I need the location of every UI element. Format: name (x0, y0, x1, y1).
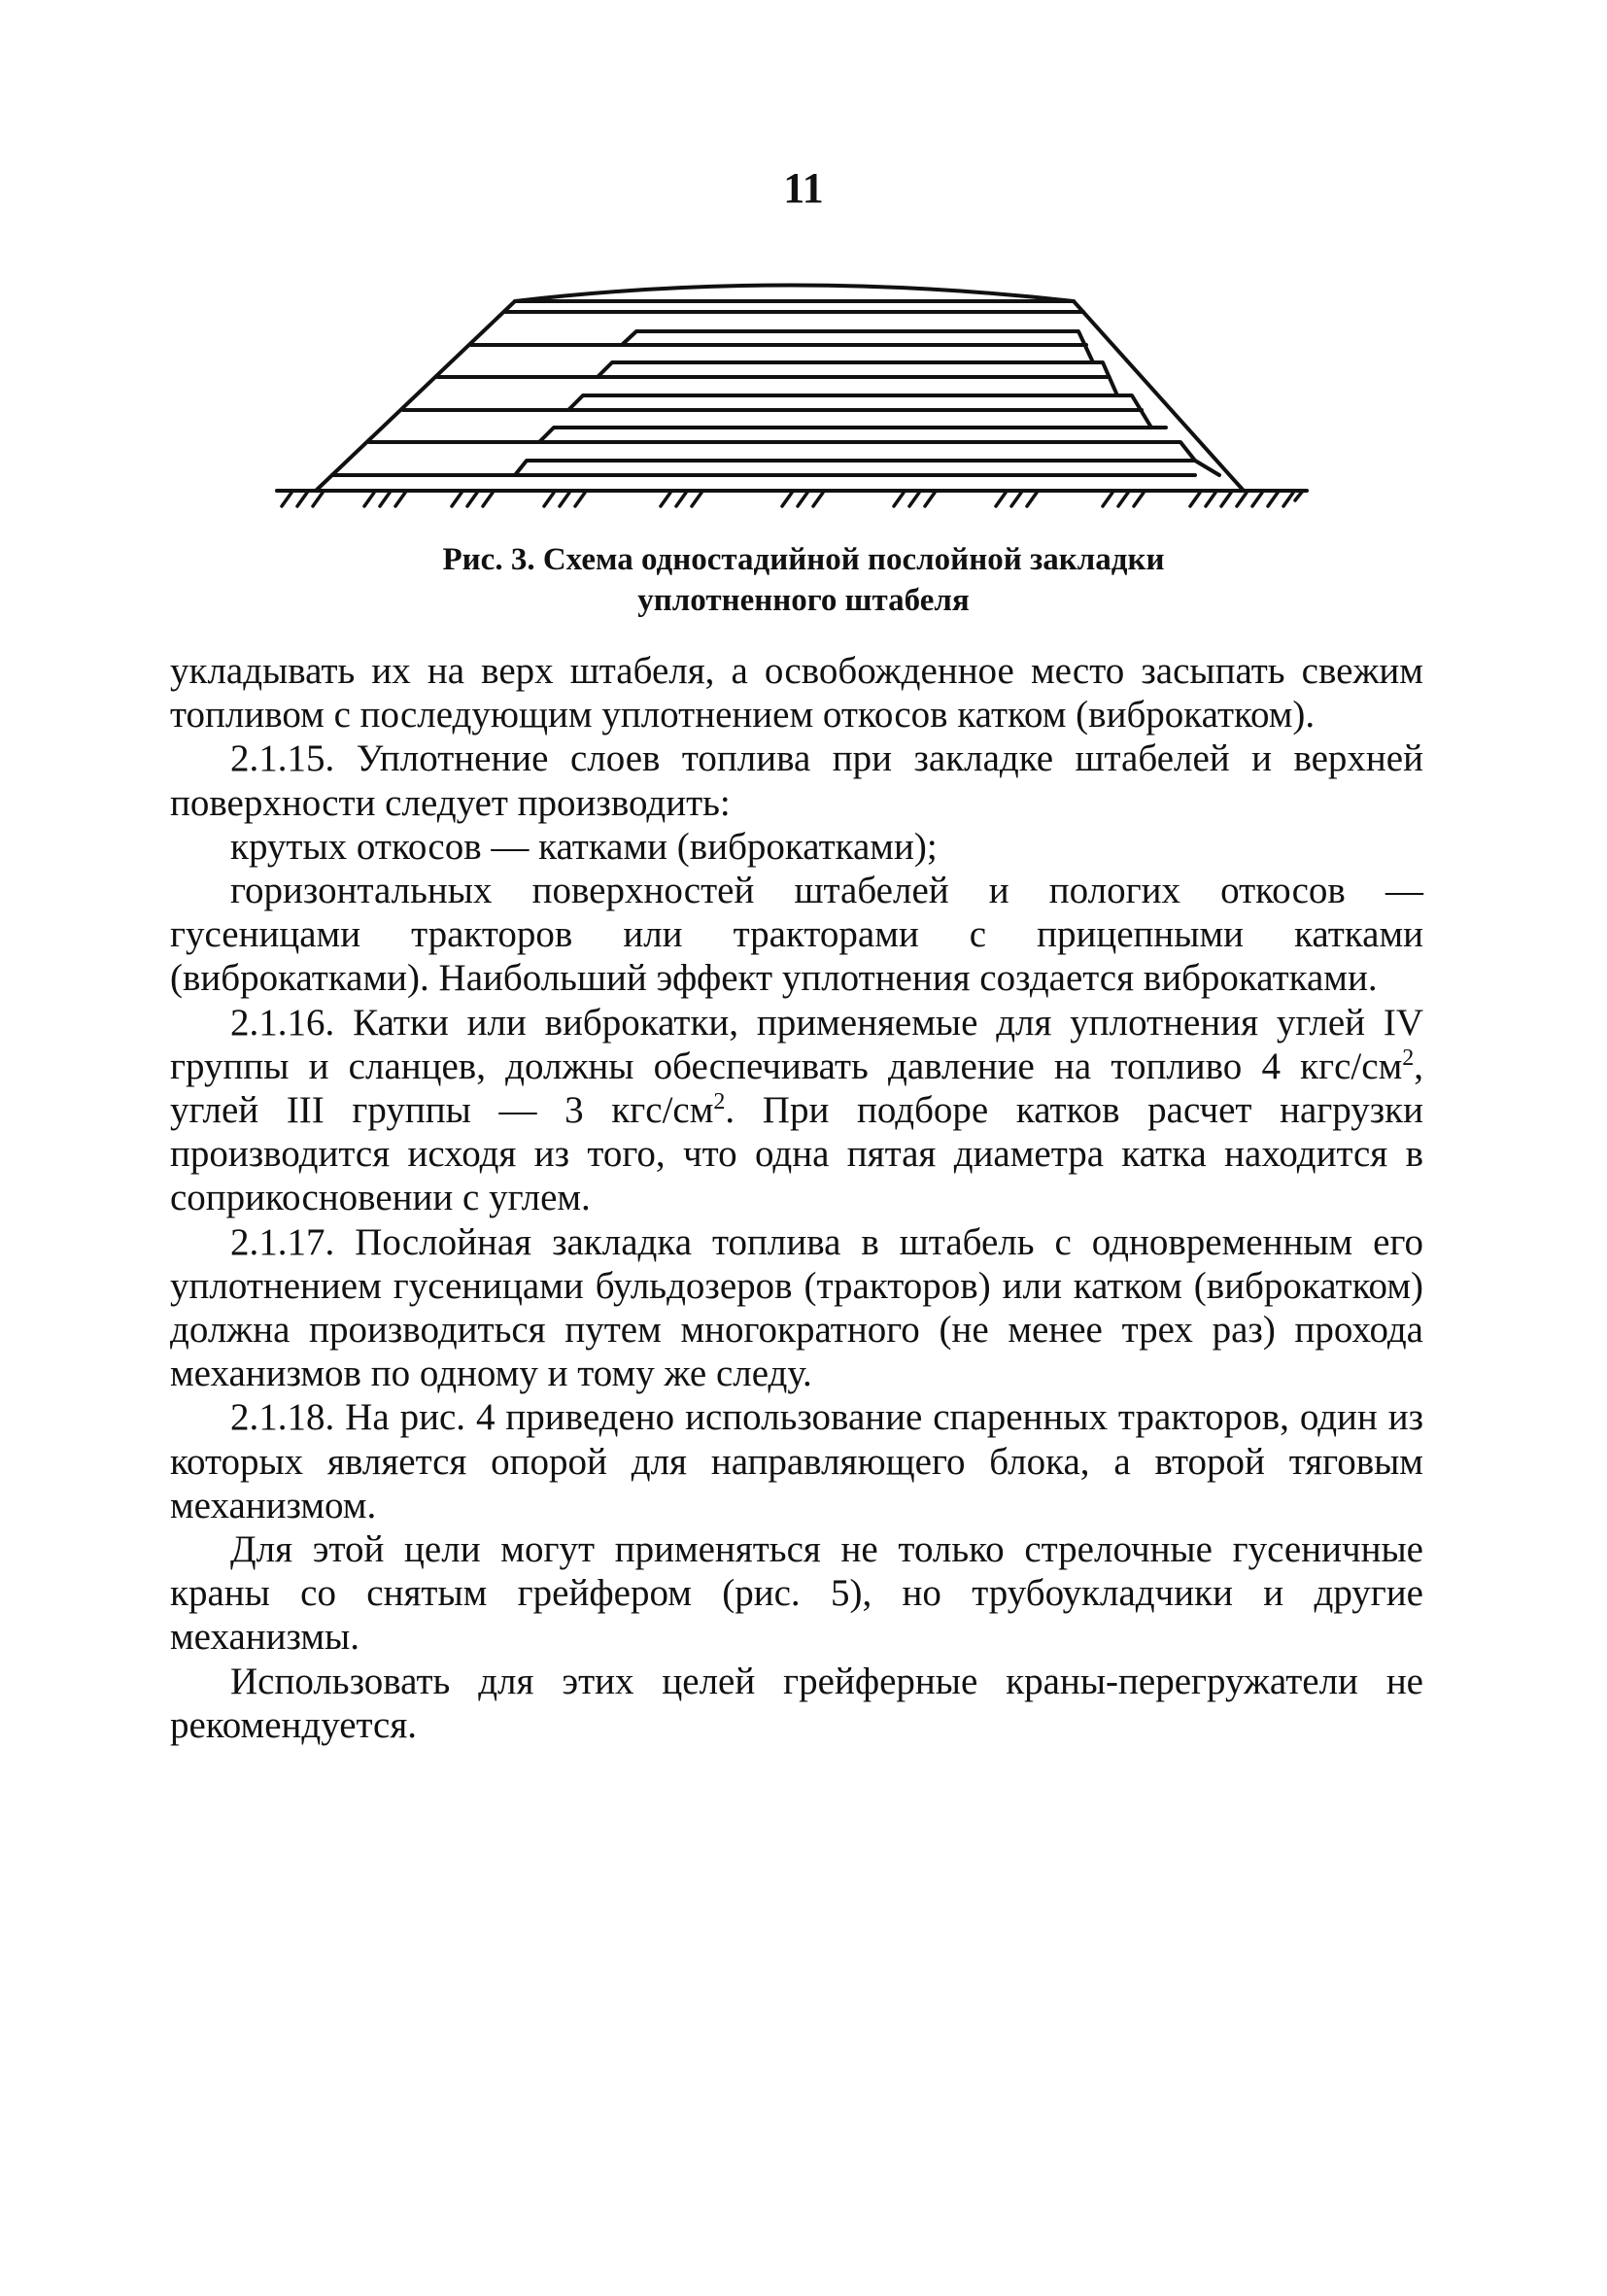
paragraph-continuation: укладывать их на верх штабеля, а освобожденное место засыпать свежим топливом с последующим уплотнением откосов катком (виброкатком). (170, 650, 1423, 737)
stockpile-cross-section (262, 277, 1321, 530)
paragraph-cranes: Для этой цели могут применяться не только стрелочные гусеничные краны со снятым грейфером (рис. 5), но трубоукладчики и другие механизмы. (170, 1528, 1423, 1659)
figure-caption-line-1: Рис. 3. Схема одностадийной послойной закладки (442, 542, 1165, 577)
paragraph-horizontal-surfaces: горизонтальных поверхностей штабелей и пологих откосов — гусеницами тракторов или тракторами с прицепными катками (виброкатками). Наибольший эффект уплотнения создается виброкатками. (170, 870, 1423, 1000)
paragraph-2-1-16 (170, 1001, 1423, 1220)
paragraph-2-1-18: 2.1.18. На рис. 4 приведено использование спаренных тракторов, один из которых является опорой для направляющего блока, а второй тяговым механизмом. (170, 1396, 1423, 1526)
paragraph-2-1-16-part-b: , углей III группы — 3 кгс/см (170, 1045, 1423, 1132)
figure-caption (0, 539, 1607, 621)
figure-caption-line-2: уплотненного штабеля (637, 583, 970, 618)
paragraph-2-1-15: 2.1.15. Уплотнение слоев топлива при закладке штабелей и верхней поверхности следует производить: (170, 737, 1423, 824)
superscript-squared: 2 (713, 1089, 726, 1115)
superscript-squared: 2 (1402, 1045, 1415, 1071)
paragraph-2-1-16-part-c: . При подборе катков расчет нагрузки производится исходя из того, что одна пятая диаметра катка находится в соприкосновении с углем. (170, 1089, 1423, 1219)
layer-2-base (539, 442, 1195, 461)
body-text (170, 649, 1423, 1747)
ground-hatching (282, 491, 1303, 506)
paragraph-2-1-16-part-a: 2.1.16. Катки или виброкатки, применяемые для уплотнения углей IV группы и сланцев, должны обеспечивать давление на топливо 4 кгс/см (170, 1001, 1423, 1087)
layer-1 (332, 461, 1219, 475)
page-number: 11 (783, 164, 824, 212)
layer-2 (369, 428, 1166, 442)
paragraph-not-recommended: Использовать для этих целей грейферные краны-перегружатели не рекомендуется. (170, 1660, 1423, 1746)
stockpile-diagram (262, 277, 1321, 530)
paragraph-steep-slopes: крутых откосов — катками (виброкатками); (230, 825, 938, 868)
paragraph-2-1-17: 2.1.17. Послойная закладка топлива в штабель с одновременным его уплотнением гусеницами бульдозеров (тракторов) или катком (виброкатком) должна производиться путем многократного (не менее трех раз) прохода механизмов по одному и тому же следу. (170, 1220, 1423, 1395)
